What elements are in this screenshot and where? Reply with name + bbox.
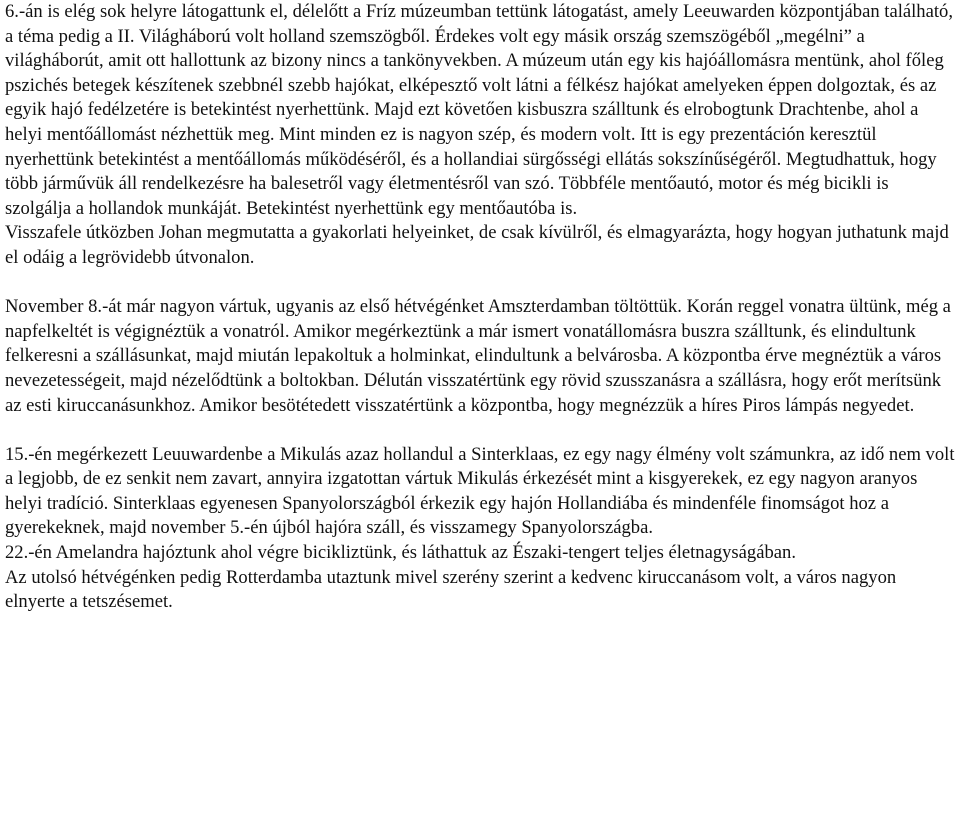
paragraph-return-trip: Visszafele útközben Johan megmutatta a gyakorlati helyeinket, de csak kívülről, és elmagyarázta, hogy hogyan juthatunk majd el odáig a legrövidebb útvonalon. [5,222,949,268]
document-page [5,0,955,615]
paragraph-gap [5,418,955,443]
paragraph-rotterdam: Az utolsó hétvégénken pedig Rotterdamba utaztunk mivel szerény szerint a kedvenc kiruccanásom volt, a város nagyon elnyerte a tetszésemet. [5,566,897,613]
paragraph-sinterklaas: 15.-én megérkezett Leuuwardenbe a Mikulás azaz hollandul a Sinterklaas, ez egy nagy élmény volt számunkra, az idő nem volt a legjobb, de ez senkit nem zavart, annyira izgatottan vártuk Mikulás érkezését mint a kisgyerekek, ez egy nagyon aranyos helyi tradíció. Sinterklaas egyenesen Spanyolországból érkezik egy hajón Hollandiába és mindenféle finomságot hoz a gyerekeknek, majd november 5.-én újból hajóra száll, és visszamegy Spanyolországba. [5,443,955,539]
paragraph-gap [5,271,955,296]
paragraph-ameland: 22.-én Amelandra hajóztunk ahol végre bicikliztünk, és láthattuk az Északi-tengert teljes életnagyságában. [5,542,796,564]
paragraph-museum-visit: 6.-án is elég sok helyre látogattunk el, délelőtt a Fríz múzeumban tettünk látogatást, amely Leeuwarden központjában található, a téma pedig a II. Világháború volt holland szemszögből. Érdekes volt egy másik ország szemszögéből „megélni” a világháborút, amit ott hallottunk az bizony nincs a tankönyvekben. A múzeum után egy kis hajóállomásra mentünk, ahol főleg pszichés betegek készítenek szebbnél szebb hajókat, elképesztő volt látni a félkész hajókat amelyeken éppen dolgoztak, és az egyik hajó fedélzetére is betekintést nyerhettünk. Majd ezt követően kisbuszra szálltunk és elrobogtunk Drachtenbe, ahol a helyi mentőállomást nézhettük meg. Mint minden ez is nagyon szép, és modern volt. Itt is egy prezentáción keresztül nyerhettünk betekintést a mentőállomás működéséről, és a hollandiai sürgősségi ellátás sokszínűségéről. Megtudhattuk, hogy több járművük áll rendelkezésre ha balesetről vagy életmentésről van szó. Többféle mentőautó, motor és még bicikli is szolgálja a hollandok munkáját. Betekintést nyerhettünk egy mentőautóba is. [5,1,953,219]
paragraph-amsterdam: November 8.-át már nagyon vártuk, ugyanis az első hétvégénket Amszterdamban töltöttük. Korán reggel vonatra ültünk, még a napfelkeltét is végignéztük a vonatról. Amikor megérkeztünk a már ismert vonatállomásra buszra szálltunk, és elindultunk felkeresni a szállásunkat, majd miután lepakoltuk a holminkat, elindultunk a belvárosba. A központba érve megnéztük a város nevezetességeit, majd nézelődtünk a boltokban. Délután visszatértünk egy rövid szusszanásra a szállásra, hogy erőt merítsünk az esti kiruccanásunkhoz. Amikor besötétedett visszatértünk a központba, hogy megnézzük a híres Piros lámpás negyedet. [5,296,951,416]
